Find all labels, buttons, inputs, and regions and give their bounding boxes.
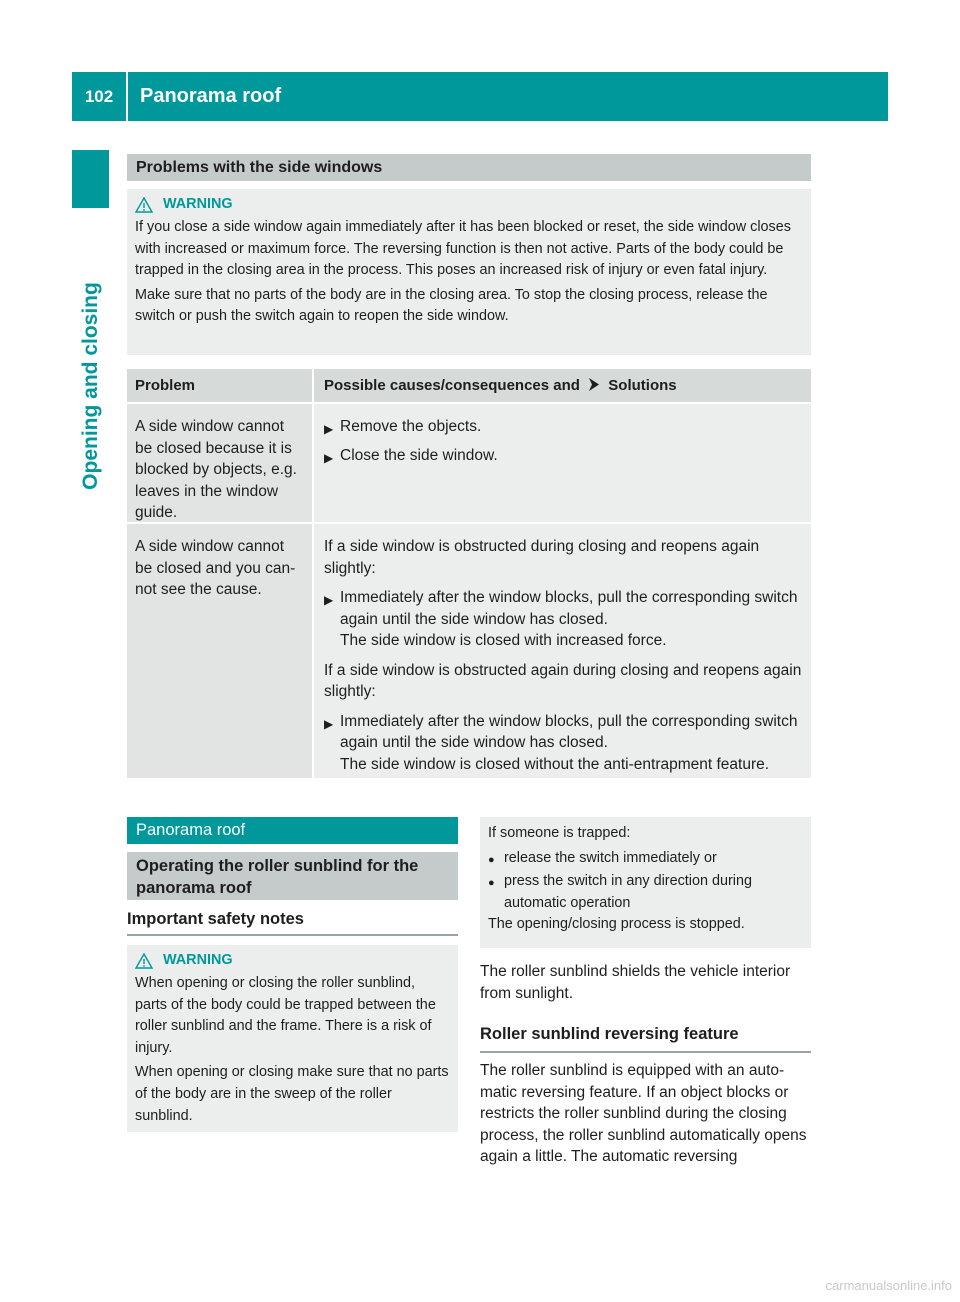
table-row bbox=[127, 524, 811, 778]
solution-cell bbox=[314, 404, 811, 522]
arrow-right-icon: ▶ bbox=[324, 450, 334, 465]
heading-safety-notes: Important safety notes bbox=[127, 910, 458, 936]
arrow-right-icon: ▶ bbox=[324, 593, 334, 607]
warning-triangle-icon bbox=[135, 197, 153, 213]
warning-label: WARNING bbox=[163, 952, 233, 969]
warning-text: When opening or closing make sure that no parts of the body are in the sweep of the roller sunblind. bbox=[135, 1064, 449, 1124]
paragraph: The roller sunblind is equipped with an auto-matic reversing feature. If an object blocks or restricts the roller sunblind during the closing process, the roller sunblind automatically opens again a little. The automatic reversing bbox=[480, 1062, 807, 1165]
trapped-info-box bbox=[480, 817, 811, 948]
warning-text: If you close a side window again immediately after it has been blocked or reset, the side window closes with increased or maximum force. The reversing function is then not active. Parts of the body could be trapped in the closing area in the process. This poses an increased risk of injury or even fatal injury. bbox=[135, 219, 791, 279]
arrow-right-icon bbox=[588, 378, 600, 391]
page-title: Panorama roof bbox=[128, 72, 888, 121]
warning-header bbox=[135, 949, 450, 973]
warning-header bbox=[135, 193, 803, 217]
list-item: ▶ Remove the objects. bbox=[324, 416, 803, 441]
bullet-icon: ● bbox=[488, 877, 495, 890]
column-header-solutions: Possible causes/consequences and Solutions bbox=[314, 369, 811, 402]
arrow-right-icon: ▶ bbox=[324, 422, 334, 436]
problems-table bbox=[127, 369, 811, 780]
heading-reversing-feature: Roller sunblind reversing feature bbox=[480, 1025, 811, 1053]
warning-text: Make sure that no parts of the body are in the closing area. To stop the closing process, release the switch or push the switch again to reopen the side window. bbox=[135, 286, 768, 325]
side-tab bbox=[72, 216, 109, 556]
arrow-right-icon: ▶ bbox=[324, 716, 334, 731]
table-row bbox=[127, 404, 811, 522]
page-number: 102 bbox=[72, 72, 126, 121]
warning-text: When opening or closing the roller sunblind, parts of the body could be trapped between the roller sunblind and the frame. There is a risk of injury. bbox=[135, 975, 436, 1056]
warning-box bbox=[127, 189, 811, 355]
table-header-row bbox=[127, 369, 811, 402]
list-item: ▶ Immediately after the window blocks, pull the corresponding switch again until the side window has closed. The side window is closed without the anti-entrapment feature. bbox=[324, 711, 803, 776]
side-tab-label: Opening and closing bbox=[78, 282, 102, 490]
list-item: ▶ Close the side window. bbox=[324, 445, 803, 470]
subsection-title: Operating the roller sunblind for the panorama roof bbox=[127, 852, 458, 900]
problem-cell: A side window cannot be closed and you can-not see the cause. bbox=[127, 524, 312, 778]
section-title-panorama: Panorama roof bbox=[127, 817, 458, 844]
bullet-icon: ● bbox=[488, 853, 495, 866]
list-item: ▶ Immediately after the window blocks, pull the corresponding switch again until the side window has closed. The side window is closed with increased force. bbox=[324, 587, 803, 652]
side-tab-marker bbox=[72, 150, 109, 208]
info-text: The opening/closing process is stopped. bbox=[488, 916, 745, 933]
info-text: If someone is trapped: bbox=[488, 825, 631, 841]
column-header-problem: Problem bbox=[127, 369, 312, 402]
paragraph: The roller sunblind shields the vehicle interior from sunlight. bbox=[480, 963, 791, 1002]
solution-cell: If a side window is obstructed during closing and reopens again slightly: ▶ Immediately after the window blocks, pull the corresponding switch again until the side window has closed. The side window is closed with increased force. If a side window is obstructed again during closing and reopens again slightly: ▶ Immediately after the window blocks, pull the corresponding switch again until the side window has closed. The side window is closed without the anti-entrapment feature. bbox=[314, 524, 811, 778]
warning-label: WARNING bbox=[163, 196, 233, 213]
section-title: Problems with the side windows bbox=[127, 154, 811, 181]
list-item: ● press the switch in any direction during automatic operation bbox=[488, 871, 803, 914]
problem-cell: A side window cannot be closed because it is blocked by objects, e.g. leaves in the window guide. bbox=[127, 404, 312, 522]
watermark: carmanualsonline.info bbox=[825, 1278, 952, 1293]
warning-box bbox=[127, 945, 458, 1132]
warning-triangle-icon bbox=[135, 953, 153, 969]
list-item: ● release the switch immediately or bbox=[488, 848, 803, 872]
